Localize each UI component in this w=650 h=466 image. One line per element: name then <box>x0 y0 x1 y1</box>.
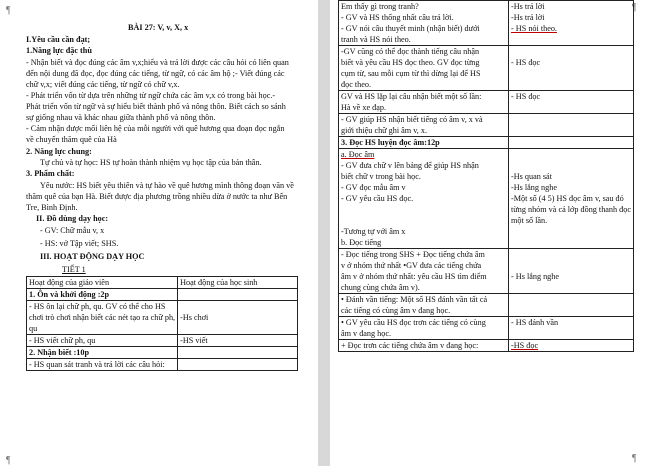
text-line: đến nội dung đã đọc, đọc đúng các tiếng, từ ngữ, có các âm hộ ;- Viết đúng các <box>26 69 285 78</box>
cell-text: từng nhóm và cả lớp đồng thanh đọc <box>511 205 631 214</box>
cell-text: - GV và HS thống nhất câu trả lời. <box>341 13 454 22</box>
cell-text: • GV yêu cầu HS đọc trơn các tiếng có cùng <box>341 318 486 327</box>
cell-text: qu <box>29 324 38 333</box>
cell-text: - GV đọc mẫu âm v <box>341 183 406 192</box>
column-header <box>178 277 298 289</box>
cell-text: Em thấy gì trong tranh? <box>341 2 419 11</box>
cell-text: GV và HS lặp lại câu nhận biết một số lần: <box>341 92 482 101</box>
cell-text: âm v ở nhóm thứ nhất: yêu cầu HS tìm điểm <box>341 272 487 281</box>
table-row <box>339 91 634 114</box>
cell-text: -Hs quan sát <box>511 172 552 181</box>
lesson-table-left <box>26 276 298 371</box>
cell-text: biết và yêu cầu HS đọc theo. GV đọc từng <box>341 58 480 67</box>
table-row <box>339 114 634 137</box>
cell-text: đọc theo. <box>341 80 372 89</box>
left-page <box>0 0 318 466</box>
table-row <box>339 137 634 149</box>
text-line: Tự chủ và tự học: HS tự hoàn thành nhiệm vụ học tập của bản thân. <box>40 158 262 167</box>
cell-text: - HS ôn lại chữ ph, qu. GV có thể cho HS <box>29 302 166 311</box>
text-line: chữ v,x; viết đúng các tiếng, từ ngữ có chữ v,x. <box>26 80 180 89</box>
right-page <box>330 0 650 466</box>
cell-text: -Hs chơi <box>180 313 209 322</box>
table-row <box>339 340 634 352</box>
cell-text: - GV nói câu thuyết minh (nhận biết) dưới <box>341 24 480 33</box>
cell-text: chung cùng chứa âm v). <box>341 283 420 292</box>
section-heading: 3. Phẩm chất: <box>26 169 75 178</box>
section-heading: 1.Năng lực đặc thù <box>26 46 92 55</box>
section-heading: I.Yêu cầu cần đạt; <box>26 35 91 44</box>
cell-text: biết chữ v trong bài học. <box>341 172 421 181</box>
cell-text: -Hs trả lời <box>511 2 545 11</box>
cell-text: - Đọc tiếng trong SHS + Đọc tiếng chứa âm <box>341 250 485 259</box>
column-header <box>27 277 178 289</box>
cell-text: v ở nhóm thứ nhất •GV đưa các tiếng chứa <box>341 261 482 270</box>
lesson-table-right <box>338 0 634 352</box>
cell-text: • Đánh vần tiếng: Một số HS đánh vần tất cả <box>341 295 488 304</box>
table-row <box>339 294 634 317</box>
paragraph-mark-icon: ¶ <box>6 455 11 466</box>
tiet-label: TIẾT 1 <box>62 265 86 274</box>
cell-text: - HS viết chữ ph, qu <box>29 336 96 345</box>
lesson-title: BÀI 27: V, v, X, x <box>128 23 189 32</box>
cell-text: -GV cũng có thể đọc thành tiếng câu nhận <box>341 47 480 56</box>
cell-text: - HS đánh vần <box>511 318 559 327</box>
text-line: thăm quê của bạn Hà. Biết được địa phương trồng nhiều dừa ở nước ta như Bến <box>26 192 288 201</box>
cell-text: -Tương tự với âm x <box>341 227 406 236</box>
cell-text: cụm từ, sau mỗi cụm từ thì dừng lại để HS <box>341 69 481 78</box>
paragraph-mark-icon: ¶ <box>6 5 11 16</box>
text-line: Phát triển vốn từ ngữ và sự hiểu biết thành phố và nông thôn. Biết cách so sánh <box>26 102 286 111</box>
cell-text: Hà về xe đạp. <box>341 103 387 112</box>
cell-text: chơi trò chơi nhận biết các nét tạo ra chữ ph, <box>29 313 176 322</box>
paragraph-mark-icon: ¶ <box>632 453 637 464</box>
table-row <box>339 46 634 91</box>
table-row <box>339 1 634 46</box>
cell-text: - Hs lắng nghe <box>511 272 560 281</box>
text-line: về chuyến thăm quê của Hà <box>26 135 117 144</box>
cell-text: 3. Đọc HS luyện đọc âm:12p <box>341 138 440 147</box>
cell-text: - HS đọc <box>511 58 541 67</box>
text-line: - Cảm nhận được mối liên hệ của mỗi người với quê hương qua đoạn đọc ngắn <box>26 124 285 133</box>
cell-text: giới thiệu chữ ghi âm v, x. <box>341 126 428 135</box>
cell-text: - GV giúp HS nhận biết tiếng có âm v, x và <box>341 115 483 124</box>
table-row <box>339 149 634 249</box>
cell-text: - HS nói theo. <box>511 24 557 33</box>
table-row <box>27 335 298 347</box>
section-heading: III. HOẠT ĐỘNG DẠY HỌC <box>40 252 145 261</box>
text-line: - Nhận biết và đọc đúng các âm v,x;hiểu và trả lời được các câu hỏi có liên quan <box>26 58 289 67</box>
cell-text: - HS đọc <box>511 92 541 101</box>
table-row <box>27 359 298 371</box>
cell-text: -HS viết <box>180 336 208 345</box>
table-row <box>27 347 298 359</box>
text-line: - HS: vở Tập viết; SHS. <box>40 239 119 248</box>
cell-text: -Hs trả lời <box>511 13 545 22</box>
cell-text: -HS đọc <box>511 341 539 350</box>
text-line: - GV: Chữ mẫu v, x <box>40 226 105 235</box>
text-line: sự giống nhau và khác nhau giữa thành phố và nông thôn. <box>26 113 216 122</box>
cell-text: 1. Ôn và khởi động :2p <box>29 290 110 299</box>
cell-text: - HS quan sát tranh và trả lời các câu hỏi: <box>29 360 165 369</box>
cell-text: -Hs lắng nghe <box>511 183 557 192</box>
paragraph-mark-icon: ¶ <box>632 2 637 13</box>
cell-text: b. Đọc tiếng <box>341 238 382 247</box>
text-line: - Phát triển vốn từ dựa trên những từ ngữ chứa các âm v,x có trong bài học.- <box>26 91 276 100</box>
cell-text: các tiếng có cùng âm v đang học. <box>341 306 451 315</box>
cell-text: -Một số (4 5) HS đọc âm v, sau đó <box>511 194 624 203</box>
table-row <box>339 317 634 340</box>
table-row <box>27 289 298 301</box>
cell-text: tranh và HS nói theo. <box>341 35 411 44</box>
cell-text: Hoạt động của giáo viên <box>29 278 110 287</box>
table-row <box>27 301 298 335</box>
cell-text: một số lần. <box>511 216 548 225</box>
section-heading: II. Đồ dùng dạy học: <box>36 214 109 223</box>
table-row <box>339 249 634 294</box>
cell-text: âm v đang học. <box>341 329 392 338</box>
cell-text: 2. Nhận biết :10p <box>29 348 90 357</box>
text-line: Yêu nước: HS biết yêu thiên và tự hào về quê hương mình thông đoạn văn về <box>40 181 294 190</box>
cell-text: - GV đưa chữ v lên bảng để giúp HS nhận <box>341 161 479 170</box>
section-heading: 2. Năng lực chung: <box>26 147 92 156</box>
cell-text: Hoạt động của học sinh <box>180 278 258 287</box>
text-line: Tre, Bình Định. <box>26 203 78 212</box>
cell-text: - GV yêu cầu HS đọc. <box>341 194 414 203</box>
cell-text: a. Đọc âm <box>341 150 375 159</box>
cell-text: + Đọc trơn các tiếng chứa âm v đang học: <box>341 341 479 350</box>
